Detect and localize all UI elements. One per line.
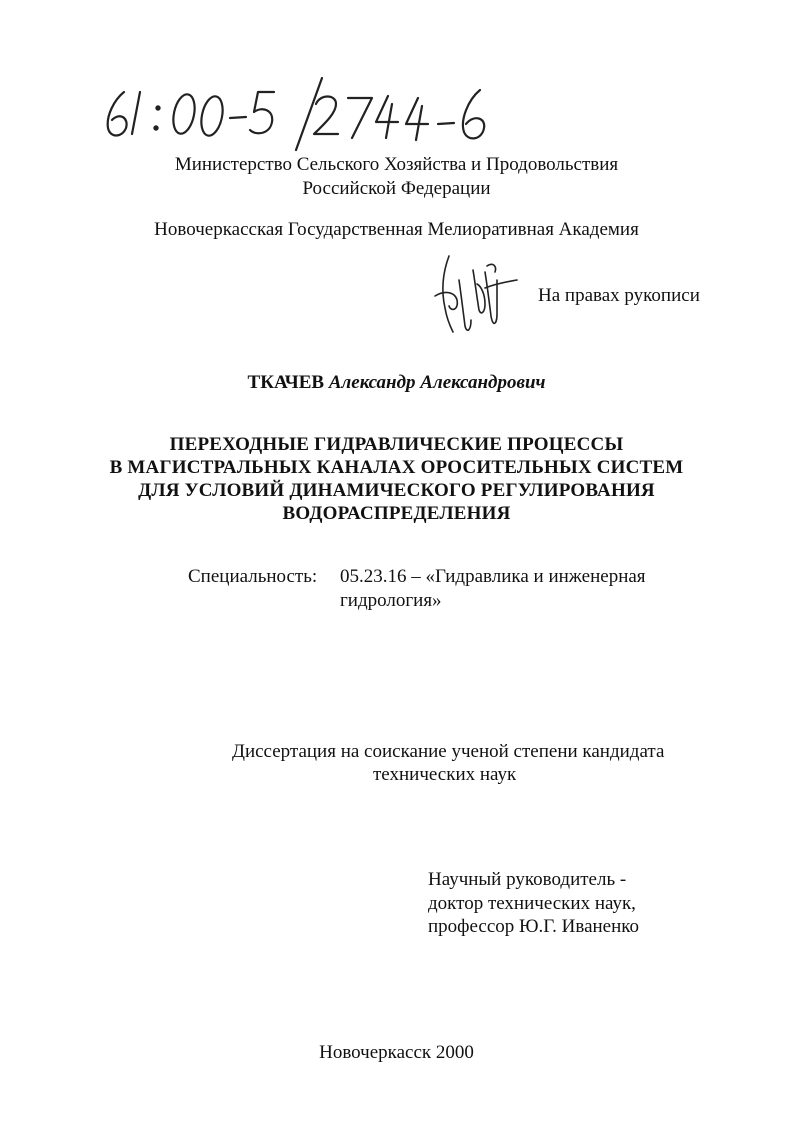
- title-line-3: ДЛЯ УСЛОВИЙ ДИНАМИЧЕСКОГО РЕГУЛИРОВАНИЯ: [138, 480, 655, 501]
- supervisor-line-2: доктор технических наук,: [428, 893, 636, 914]
- author-surname: ТКАЧЕВ: [247, 372, 325, 393]
- supervisor-line-3: профессор Ю.Г. Иваненко: [428, 916, 640, 937]
- place-year: Новочеркасск 2000: [319, 1042, 474, 1063]
- supervisor-line-1: Научный руководитель -: [428, 869, 627, 890]
- specialty-label: Специальность:: [188, 566, 318, 587]
- dissertation-line-1: Диссертация на соискание ученой степени кандидата: [232, 741, 665, 762]
- title-line-2: В МАГИСТРАЛЬНЫХ КАНАЛАХ ОРОСИТЕЛЬНЫХ СИСТЕМ: [109, 457, 684, 478]
- specialty-code-continued: гидрология»: [340, 590, 442, 611]
- handwritten-catalog-number: [96, 70, 516, 160]
- ministry-line-2: Российской Федерации: [302, 178, 491, 199]
- specialty-code: 05.23.16 – «Гидравлика и инженерная: [340, 566, 646, 587]
- ministry-line-1: Министерство Сельского Хозяйства и Продовольствия: [174, 154, 619, 175]
- author-given-names: Александр Александрович: [328, 372, 546, 393]
- title-line-1: ПЕРЕХОДНЫЕ ГИДРАВЛИЧЕСКИЕ ПРОЦЕССЫ: [169, 434, 624, 455]
- rights-note: На правах рукописи: [538, 285, 700, 306]
- dissertation-line-2: технических наук: [373, 764, 517, 785]
- signature: [425, 250, 525, 340]
- title-line-4: ВОДОРАСПРЕДЕЛЕНИЯ: [282, 503, 511, 524]
- author: [0, 371, 793, 395]
- academy-name: Новочеркасская Государственная Мелиоративная Академия: [154, 219, 639, 240]
